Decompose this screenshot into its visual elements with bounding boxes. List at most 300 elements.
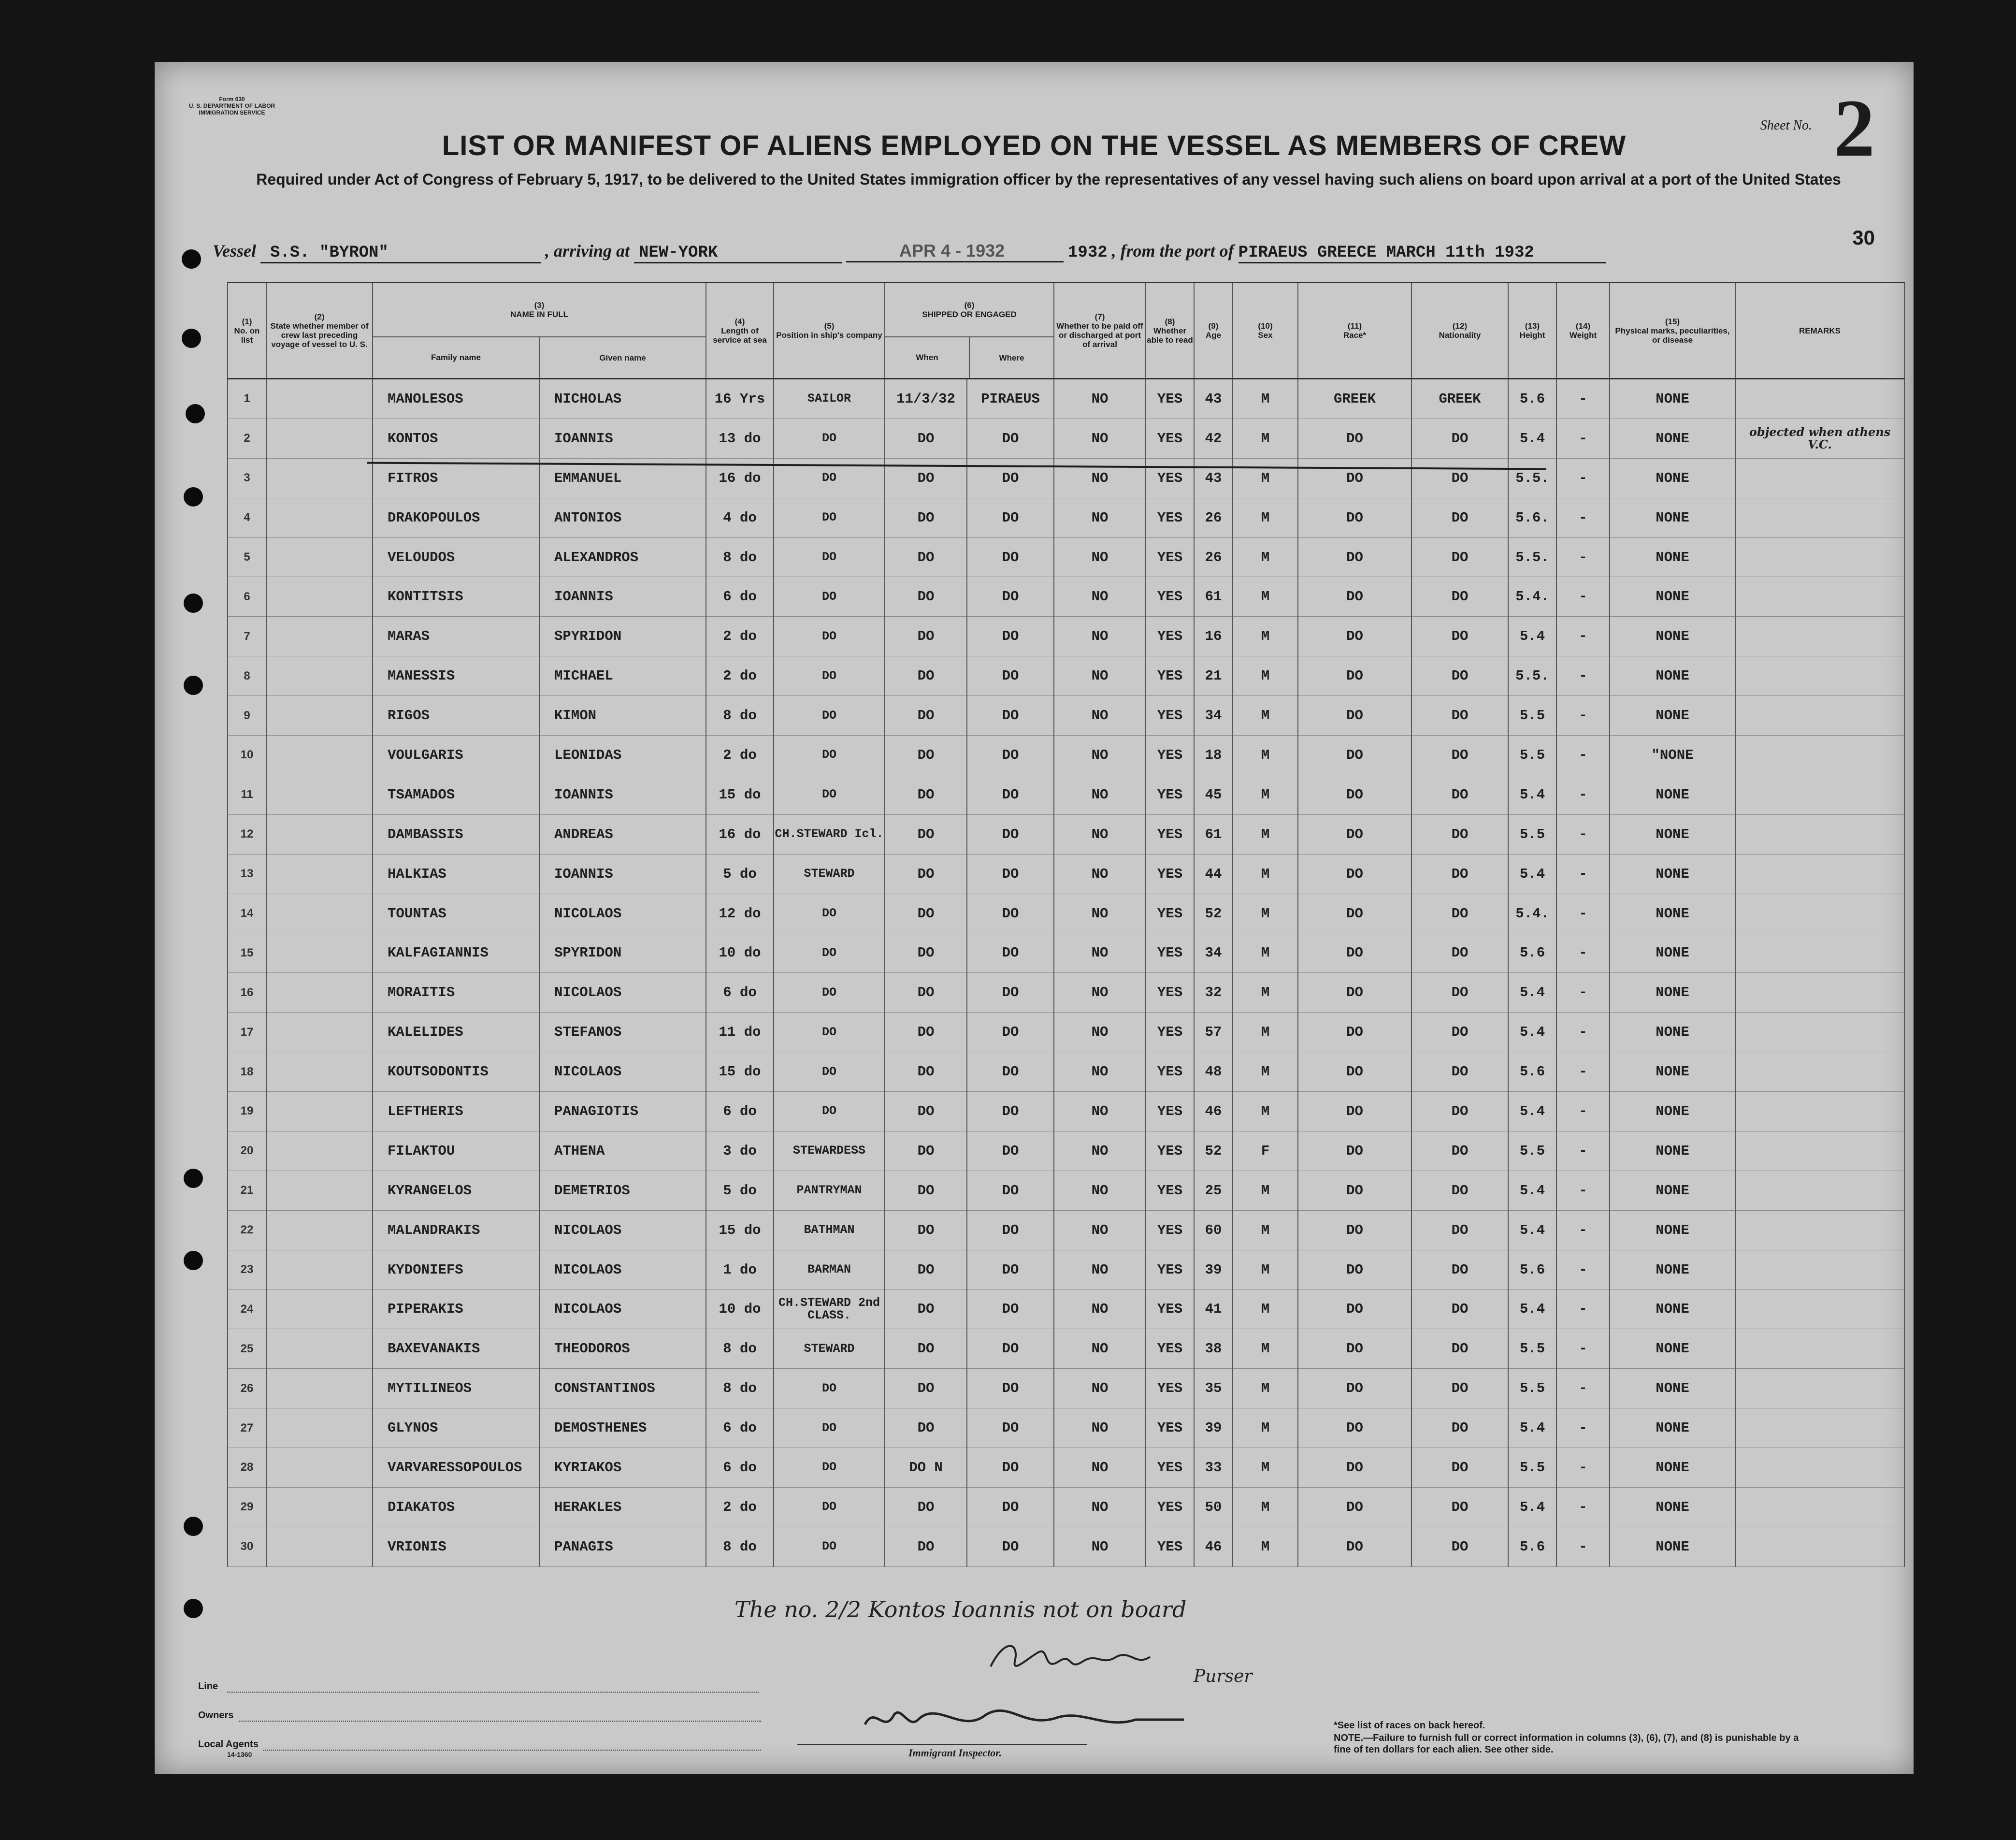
physical-marks-cell: NONE [1610,894,1735,933]
height-cell: 5.4 [1508,419,1556,458]
given-name-cell: NICOLAOS [539,1052,706,1092]
shipped-when-cell: DO [885,814,967,854]
weight-cell: - [1556,696,1610,736]
age-cell: 26 [1194,498,1233,537]
col-header-family-name: Family name [373,337,540,378]
race-cell: DO [1298,419,1411,458]
paid-off-cell: NO [1054,1210,1146,1250]
age-cell: 44 [1194,854,1233,894]
able-to-read-cell: YES [1146,1013,1194,1052]
position-cell: DO [774,736,885,775]
family-name-cell: LEFTHERIS [373,1092,539,1131]
physical-marks-cell: NONE [1610,498,1735,537]
physical-marks-cell: NONE [1610,1052,1735,1092]
remarks-cell [1735,1131,1904,1171]
race-cell: DO [1298,1289,1411,1329]
service-length-cell: 10 do [706,1289,774,1329]
able-to-read-cell: YES [1146,419,1194,458]
race-cell: DO [1298,1329,1411,1369]
row-number: 27 [228,1408,266,1448]
shipped-where-cell: DO [967,1171,1054,1210]
position-cell: DO [774,1487,885,1527]
nationality-cell: DO [1411,1329,1508,1369]
col-header-position: (5) Position in ship's company [774,283,885,379]
physical-marks-cell: NONE [1610,577,1735,617]
table-row [228,894,1904,933]
position-cell: DO [774,498,885,537]
col-header-where: Where [999,353,1024,362]
physical-marks-cell: NONE [1610,1210,1735,1250]
physical-marks-cell: NONE [1610,458,1735,498]
shipped-when-cell: DO [885,894,967,933]
able-to-read-cell: YES [1146,814,1194,854]
col-header-service: (4) Length of service at sea [706,283,774,379]
height-cell: 5.5. [1508,537,1556,577]
paid-off-cell: NO [1054,617,1146,656]
age-cell: 61 [1194,814,1233,854]
shipped-where-cell: DO [967,498,1054,537]
age-cell: 16 [1194,617,1233,656]
table-row [228,1289,1904,1329]
race-cell: DO [1298,1092,1411,1131]
race-cell: DO [1298,1013,1411,1052]
sex-cell: M [1233,379,1298,419]
sex-cell: M [1233,1013,1298,1052]
nationality-cell: DO [1411,1527,1508,1566]
height-cell: 5.4 [1508,854,1556,894]
document-subtitle: Required under Act of Congress of February 5, 1917, to be delivered to the United States immigration officer by the representatives of any vessel having such aliens on board upon arrival at a port of the United States [256,171,1841,188]
physical-marks-cell: NONE [1610,537,1735,577]
row-number: 11 [228,775,266,814]
table-row [228,656,1904,696]
sex-cell: M [1233,894,1298,933]
service-length-cell: 5 do [706,854,774,894]
col-header-sex: (10) Sex [1233,283,1298,379]
service-name: IMMIGRATION SERVICE [199,109,265,116]
position-cell: DO [774,775,885,814]
height-cell: 5.6 [1508,379,1556,419]
shipped-where-cell: DO [967,696,1054,736]
able-to-read-cell: YES [1146,1487,1194,1527]
sex-cell: M [1233,933,1298,973]
physical-marks-cell: NONE [1610,775,1735,814]
row-number: 22 [228,1210,266,1250]
shipped-when-cell: DO [885,1013,967,1052]
shipped-where-cell: DO [967,458,1054,498]
able-to-read-cell: YES [1146,379,1194,419]
form-header [184,96,280,116]
shipped-when-cell: DO [885,1487,967,1527]
service-length-cell: 5 do [706,1171,774,1210]
col-header-name: (3) NAME IN FULL Family name Given name [373,283,706,379]
page-number: 30 [1852,226,1875,249]
table-row [228,1369,1904,1408]
physical-marks-cell: NONE [1610,1131,1735,1171]
given-name-cell: ATHENA [539,1131,706,1171]
physical-marks-cell: NONE [1610,1487,1735,1527]
nationality-cell: DO [1411,1013,1508,1052]
table-row [228,419,1904,458]
remarks-cell [1735,1487,1904,1527]
given-name-cell: DEMETRIOS [539,1171,706,1210]
footnote-penalty: NOTE.—Failure to furnish full or correct information in columns (3), (6), (7), and (8) is punishable by a fine of ten dollars for each alien. See other side. [1334,1733,1799,1755]
weight-cell: - [1556,1210,1610,1250]
able-to-read-cell: YES [1146,656,1194,696]
shipped-where-cell: DO [967,537,1054,577]
shipped-where-cell: DO [967,1013,1054,1052]
shipped-when-cell: DO [885,617,967,656]
weight-cell: - [1556,577,1610,617]
physical-marks-cell: NONE [1610,1369,1735,1408]
position-cell: DO [774,894,885,933]
service-length-cell: 16 Yrs [706,379,774,419]
col-header-previous-voyage: (2) State whether member of crew last preceding voyage of vessel to U. S. [266,283,373,379]
paid-off-cell: NO [1054,1408,1146,1448]
nationality-cell: DO [1411,775,1508,814]
paid-off-cell: NO [1054,1171,1146,1210]
physical-marks-cell: NONE [1610,419,1735,458]
position-cell: DO [774,1448,885,1488]
previous-voyage-cell [266,894,373,933]
row-number: 13 [228,854,266,894]
row-number: 7 [228,617,266,656]
nationality-cell: DO [1411,1210,1508,1250]
age-cell: 46 [1194,1092,1233,1131]
given-name-cell: EMMANUEL [539,458,706,498]
col-header-shipped: (6) SHIPPED OR ENGAGED When Where [885,283,1054,379]
remarks-cell: objected when athens V.C. [1735,419,1904,458]
family-name-cell: VARVARESSOPOULOS [373,1448,539,1488]
service-length-cell: 16 do [706,814,774,854]
able-to-read-cell: YES [1146,617,1194,656]
service-length-cell: 2 do [706,656,774,696]
service-length-cell: 12 do [706,894,774,933]
crew-table-body [228,379,1904,1567]
given-name-cell: PANAGIS [539,1527,706,1566]
age-cell: 57 [1194,1013,1233,1052]
physical-marks-cell: NONE [1610,814,1735,854]
able-to-read-cell: YES [1146,1092,1194,1131]
department-name: U. S. DEPARTMENT OF LABOR [188,102,275,109]
family-name-cell: DIAKATOS [373,1487,539,1527]
remarks-cell [1735,973,1904,1013]
race-cell: DO [1298,854,1411,894]
paid-off-cell: NO [1054,1131,1146,1171]
given-name-cell: HERAKLES [539,1487,706,1527]
paid-off-cell: NO [1054,379,1146,419]
sheet-number-label: Sheet No. [1760,118,1812,133]
position-cell: DO [774,1052,885,1092]
col-header-no: (1) No. on list [228,283,266,379]
able-to-read-cell: YES [1146,1250,1194,1289]
position-cell: CH.STEWARD Icl. [774,814,885,854]
given-name-cell: NICOLAOS [539,1289,706,1329]
nationality-cell: DO [1411,814,1508,854]
punch-hole [184,1251,203,1270]
remarks-cell [1735,1250,1904,1289]
weight-cell: - [1556,775,1610,814]
weight-cell: - [1556,814,1610,854]
given-name-cell: KYRIAKOS [539,1448,706,1488]
shipped-when-cell: DO [885,1408,967,1448]
col-header-weight: (14) Weight [1556,283,1610,379]
paid-off-cell: NO [1054,894,1146,933]
service-length-cell: 8 do [706,1369,774,1408]
weight-cell: - [1556,1408,1610,1448]
shipped-where-cell: DO [967,1527,1054,1566]
table-row [228,933,1904,973]
shipped-when-cell: DO [885,1052,967,1092]
row-number: 9 [228,696,266,736]
age-cell: 43 [1194,458,1233,498]
height-cell: 5.6 [1508,1250,1556,1289]
service-length-cell: 6 do [706,1408,774,1448]
shipped-when-cell: DO [885,1527,967,1566]
service-length-cell: 15 do [706,775,774,814]
service-length-cell: 16 do [706,458,774,498]
previous-voyage-cell [266,854,373,894]
weight-cell: - [1556,617,1610,656]
race-cell: DO [1298,1171,1411,1210]
race-cell: DO [1298,736,1411,775]
height-cell: 5.6 [1508,933,1556,973]
height-cell: 5.4. [1508,577,1556,617]
previous-voyage-cell [266,1171,373,1210]
row-number: 24 [228,1289,266,1329]
sex-cell: M [1233,1487,1298,1527]
age-cell: 33 [1194,1448,1233,1488]
footer-owners-field [239,1721,761,1722]
paid-off-cell: NO [1054,854,1146,894]
weight-cell: - [1556,537,1610,577]
punch-hole [184,1517,203,1536]
able-to-read-cell: YES [1146,1527,1194,1566]
previous-voyage-cell [266,1131,373,1171]
service-length-cell: 13 do [706,419,774,458]
row-number: 8 [228,656,266,696]
row-number: 20 [228,1131,266,1171]
row-number: 3 [228,458,266,498]
col-header-height: (13) Height [1508,283,1556,379]
document-title: LIST OR MANIFEST OF ALIENS EMPLOYED ON THE VESSEL AS MEMBERS OF CREW [442,130,1627,161]
inspector-line [797,1744,1087,1745]
nationality-cell: DO [1411,577,1508,617]
physical-marks-cell: NONE [1610,1013,1735,1052]
punch-hole [184,487,203,507]
able-to-read-cell: YES [1146,973,1194,1013]
shipped-where-cell: DO [967,894,1054,933]
punch-hole [182,249,201,269]
previous-voyage-cell [266,696,373,736]
remarks-cell [1735,1289,1904,1329]
race-cell: DO [1298,617,1411,656]
table-row [228,577,1904,617]
sex-cell: M [1233,1448,1298,1488]
physical-marks-cell: NONE [1610,1250,1735,1289]
family-name-cell: VELOUDOS [373,537,539,577]
shipped-when-cell: DO [885,1171,967,1210]
shipped-when-cell: DO [885,933,967,973]
nationality-cell: DO [1411,1052,1508,1092]
nationality-cell: DO [1411,656,1508,696]
physical-marks-cell: NONE [1610,1092,1735,1131]
previous-voyage-cell [266,656,373,696]
remarks-cell [1735,736,1904,775]
position-cell: DO [774,1408,885,1448]
previous-voyage-cell [266,617,373,656]
nationality-cell: DO [1411,1369,1508,1408]
paid-off-cell: NO [1054,814,1146,854]
service-length-cell: 6 do [706,577,774,617]
physical-marks-cell: NONE [1610,696,1735,736]
height-cell: 5.5 [1508,696,1556,736]
service-length-cell: 1 do [706,1250,774,1289]
position-cell: DO [774,577,885,617]
remarks-cell [1735,1052,1904,1092]
col-header-read: (8) Whether able to read [1146,283,1194,379]
col-header-race: (11) Race* [1298,283,1411,379]
shipped-where-cell: DO [967,814,1054,854]
able-to-read-cell: YES [1146,1210,1194,1250]
position-cell: STEWARD [774,854,885,894]
row-number: 12 [228,814,266,854]
able-to-read-cell: YES [1146,1408,1194,1448]
family-name-cell: KOUTSODONTIS [373,1052,539,1092]
age-cell: 35 [1194,1369,1233,1408]
previous-voyage-cell [266,814,373,854]
remarks-cell [1735,933,1904,973]
shipped-where-cell: DO [967,1250,1054,1289]
race-cell: DO [1298,1210,1411,1250]
remarks-cell [1735,814,1904,854]
shipped-when-cell: DO [885,1092,967,1131]
height-cell: 5.6. [1508,498,1556,537]
age-cell: 41 [1194,1289,1233,1329]
race-cell: DO [1298,1052,1411,1092]
position-cell: DO [774,458,885,498]
previous-voyage-cell [266,1329,373,1369]
given-name-cell: IOANNIS [539,775,706,814]
previous-voyage-cell [266,1448,373,1488]
nationality-cell: DO [1411,1131,1508,1171]
family-name-cell: RIGOS [373,696,539,736]
physical-marks-cell: NONE [1610,379,1735,419]
age-cell: 32 [1194,973,1233,1013]
age-cell: 21 [1194,656,1233,696]
physical-marks-cell: NONE [1610,1408,1735,1448]
row-number: 29 [228,1487,266,1527]
punch-hole [184,676,203,695]
family-name-cell: KYRANGELOS [373,1171,539,1210]
sheet-number: 2 [1834,83,1875,174]
shipped-when-cell: DO [885,656,967,696]
height-cell: 5.5. [1508,458,1556,498]
weight-cell: - [1556,1092,1610,1131]
shipped-when-cell: DO [885,854,967,894]
race-cell: DO [1298,1487,1411,1527]
height-cell: 5.5 [1508,1329,1556,1369]
sex-cell: M [1233,775,1298,814]
height-cell: 5.4 [1508,1092,1556,1131]
shipped-where-cell: DO [967,1289,1054,1329]
position-cell: DO [774,1527,885,1566]
able-to-read-cell: YES [1146,933,1194,973]
sex-cell: M [1233,498,1298,537]
previous-voyage-cell [266,933,373,973]
weight-cell: - [1556,1527,1610,1566]
able-to-read-cell: YES [1146,696,1194,736]
table-row [228,498,1904,537]
paid-off-cell: NO [1054,1487,1146,1527]
given-name-cell: ANDREAS [539,814,706,854]
paid-off-cell: NO [1054,775,1146,814]
handwritten-note: The no. 2/2 Kontos Ioannis not on board [734,1596,1187,1623]
previous-voyage-cell [266,419,373,458]
height-cell: 5.6 [1508,1527,1556,1566]
row-number: 30 [228,1527,266,1566]
shipped-when-cell: DO [885,736,967,775]
shipped-when-cell: DO [885,775,967,814]
manifest-sheet [155,62,1914,1774]
shipped-when-cell: DO [885,1131,967,1171]
arriving-label: , arriving at [545,241,630,261]
physical-marks-cell: NONE [1610,656,1735,696]
race-cell: DO [1298,1408,1411,1448]
nationality-cell: DO [1411,617,1508,656]
table-row [228,775,1904,814]
service-length-cell: 6 do [706,1092,774,1131]
previous-voyage-cell [266,1408,373,1448]
table-row [228,1013,1904,1052]
position-cell: DO [774,656,885,696]
col-header-paid-off: (7) Whether to be paid off or discharged at port of arrival [1054,283,1146,379]
shipped-where-cell: DO [967,1448,1054,1488]
service-length-cell: 2 do [706,617,774,656]
sex-cell: M [1233,656,1298,696]
race-cell: DO [1298,537,1411,577]
shipped-when-cell: DO [885,498,967,537]
paid-off-cell: NO [1054,1448,1146,1488]
punch-hole [184,1169,203,1188]
age-cell: 50 [1194,1487,1233,1527]
height-cell: 5.5 [1508,814,1556,854]
race-cell: DO [1298,656,1411,696]
physical-marks-cell: NONE [1610,1289,1735,1329]
sex-cell: M [1233,617,1298,656]
physical-marks-cell: NONE [1610,933,1735,973]
footer-line-label: Line [198,1681,218,1692]
arrival-date-stamp: APR 4 - 1932 [846,241,1064,262]
previous-voyage-cell [266,775,373,814]
row-number: 17 [228,1013,266,1052]
weight-cell: - [1556,1250,1610,1289]
given-name-cell: ANTONIOS [539,498,706,537]
footer-agents-field [263,1750,761,1751]
able-to-read-cell: YES [1146,894,1194,933]
weight-cell: - [1556,498,1610,537]
able-to-read-cell: YES [1146,498,1194,537]
position-cell: DO [774,973,885,1013]
sex-cell: F [1233,1131,1298,1171]
race-cell: DO [1298,458,1411,498]
sex-cell: M [1233,814,1298,854]
previous-voyage-cell [266,1487,373,1527]
family-name-cell: MARAS [373,617,539,656]
physical-marks-cell: NONE [1610,854,1735,894]
sex-cell: M [1233,1289,1298,1329]
table-row [228,814,1904,854]
sex-cell: M [1233,1052,1298,1092]
